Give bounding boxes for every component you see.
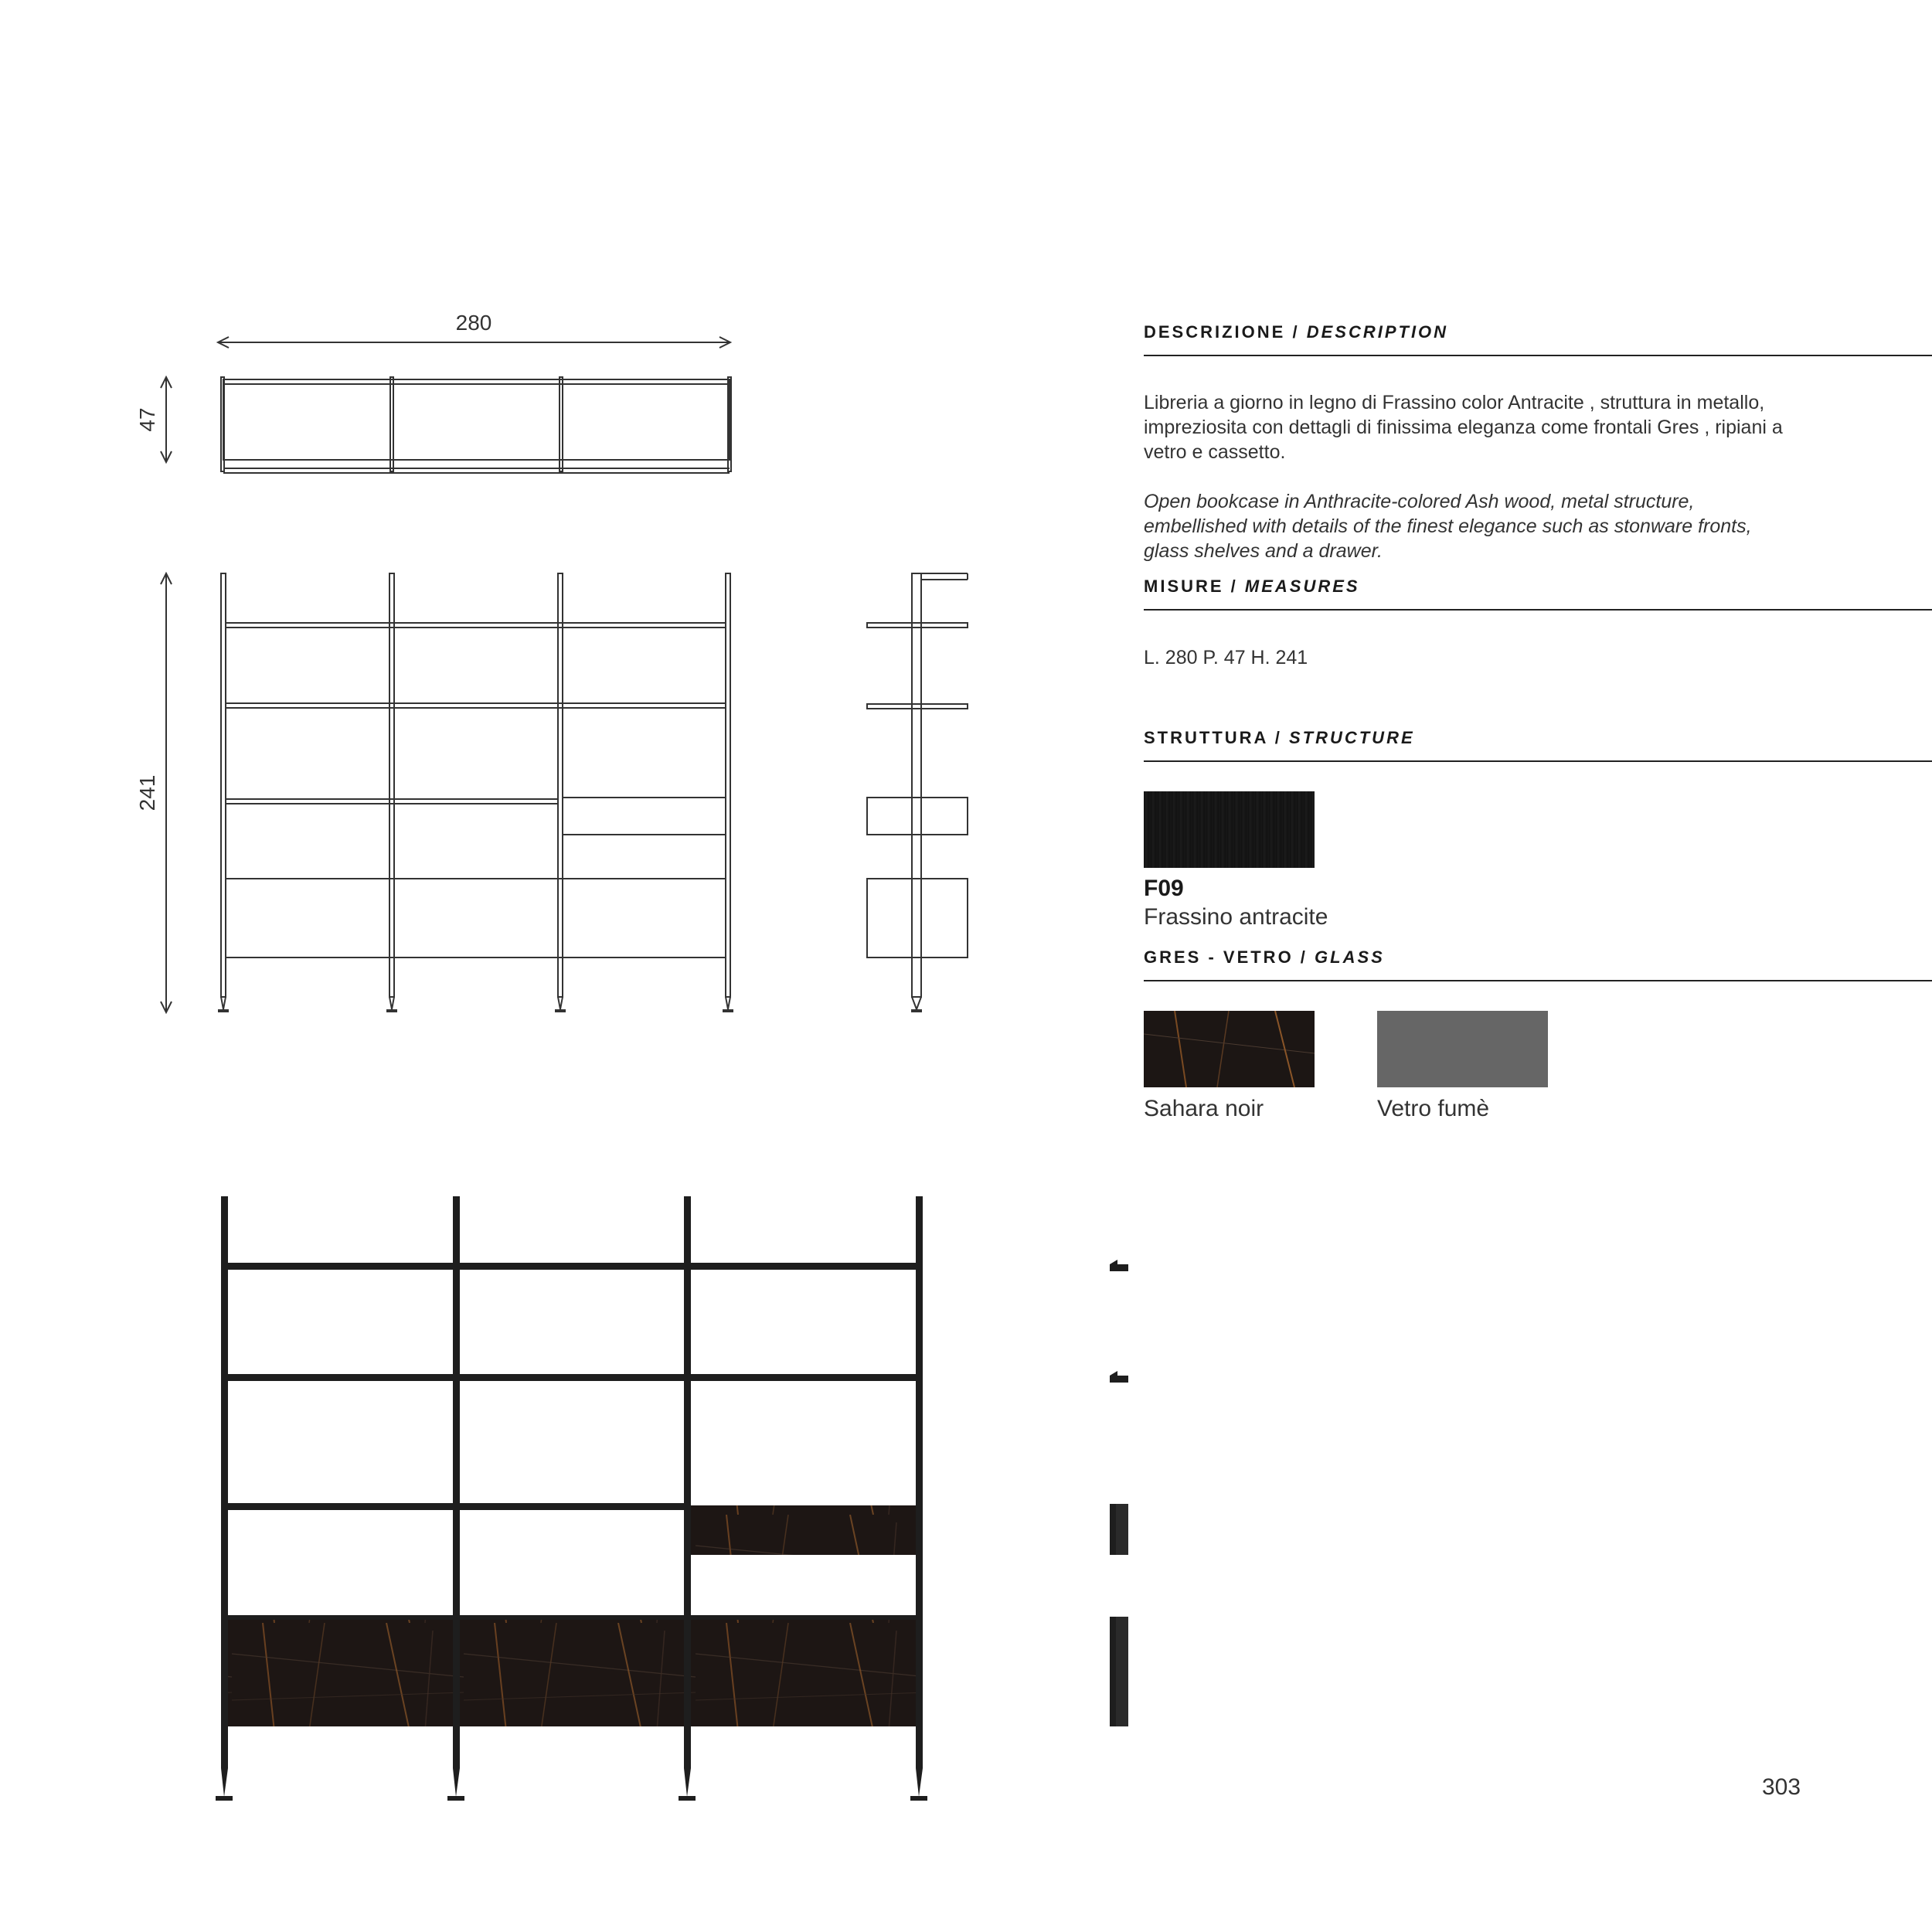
- structure-heading: STRUTTURA / STRUCTURE: [1144, 728, 1932, 762]
- front-view-drawing: [161, 573, 730, 1012]
- measures-heading: MISURE / MEASURES: [1144, 577, 1932, 611]
- page-number: 303: [1762, 1774, 1801, 1800]
- stoneware-drawer-front: [688, 1505, 920, 1555]
- glass-heading: GRES - VETRO / GLASS: [1144, 947, 1932, 981]
- structure-name: Frassino antracite: [1144, 904, 1328, 930]
- dim-depth-label: 47: [135, 407, 159, 432]
- dim-width-label: 280: [455, 311, 492, 335]
- vetro-fume-name: Vetro fumè: [1377, 1096, 1490, 1121]
- description-heading: DESCRIZIONE / DESCRIPTION: [1144, 322, 1932, 356]
- marble-texture: [1144, 1011, 1315, 1087]
- measures-text: L. 280 P. 47 H. 241: [1144, 647, 1308, 668]
- top-view-drawing: [161, 337, 731, 473]
- description-text-it: Libreria a giorno in legno di Frassino color Antracite , struttura in metallo, impreziosita con dettagli di finissima eleganza come frontali Gres , ripiani a vetro e cassetto.: [1144, 392, 1783, 463]
- side-view-render: [1110, 1196, 1128, 1794]
- dim-height-label: 241: [135, 774, 159, 811]
- stoneware-front-bottom: [228, 1618, 920, 1726]
- structure-swatch: [1144, 791, 1315, 868]
- sahara-noir-swatch: [1144, 1011, 1315, 1087]
- description-text-en: Open bookcase in Anthracite-colored Ash wood, metal structure, embellished with details of the finest elegance such as stonware fronts, glass shelves and a drawer.: [1144, 491, 1752, 562]
- vetro-fume-swatch: [1377, 1011, 1548, 1087]
- side-view-drawing: [867, 573, 968, 1009]
- sahara-noir-name: Sahara noir: [1144, 1096, 1264, 1121]
- front-view-render: [216, 1196, 927, 1801]
- structure-code: F09: [1144, 876, 1184, 901]
